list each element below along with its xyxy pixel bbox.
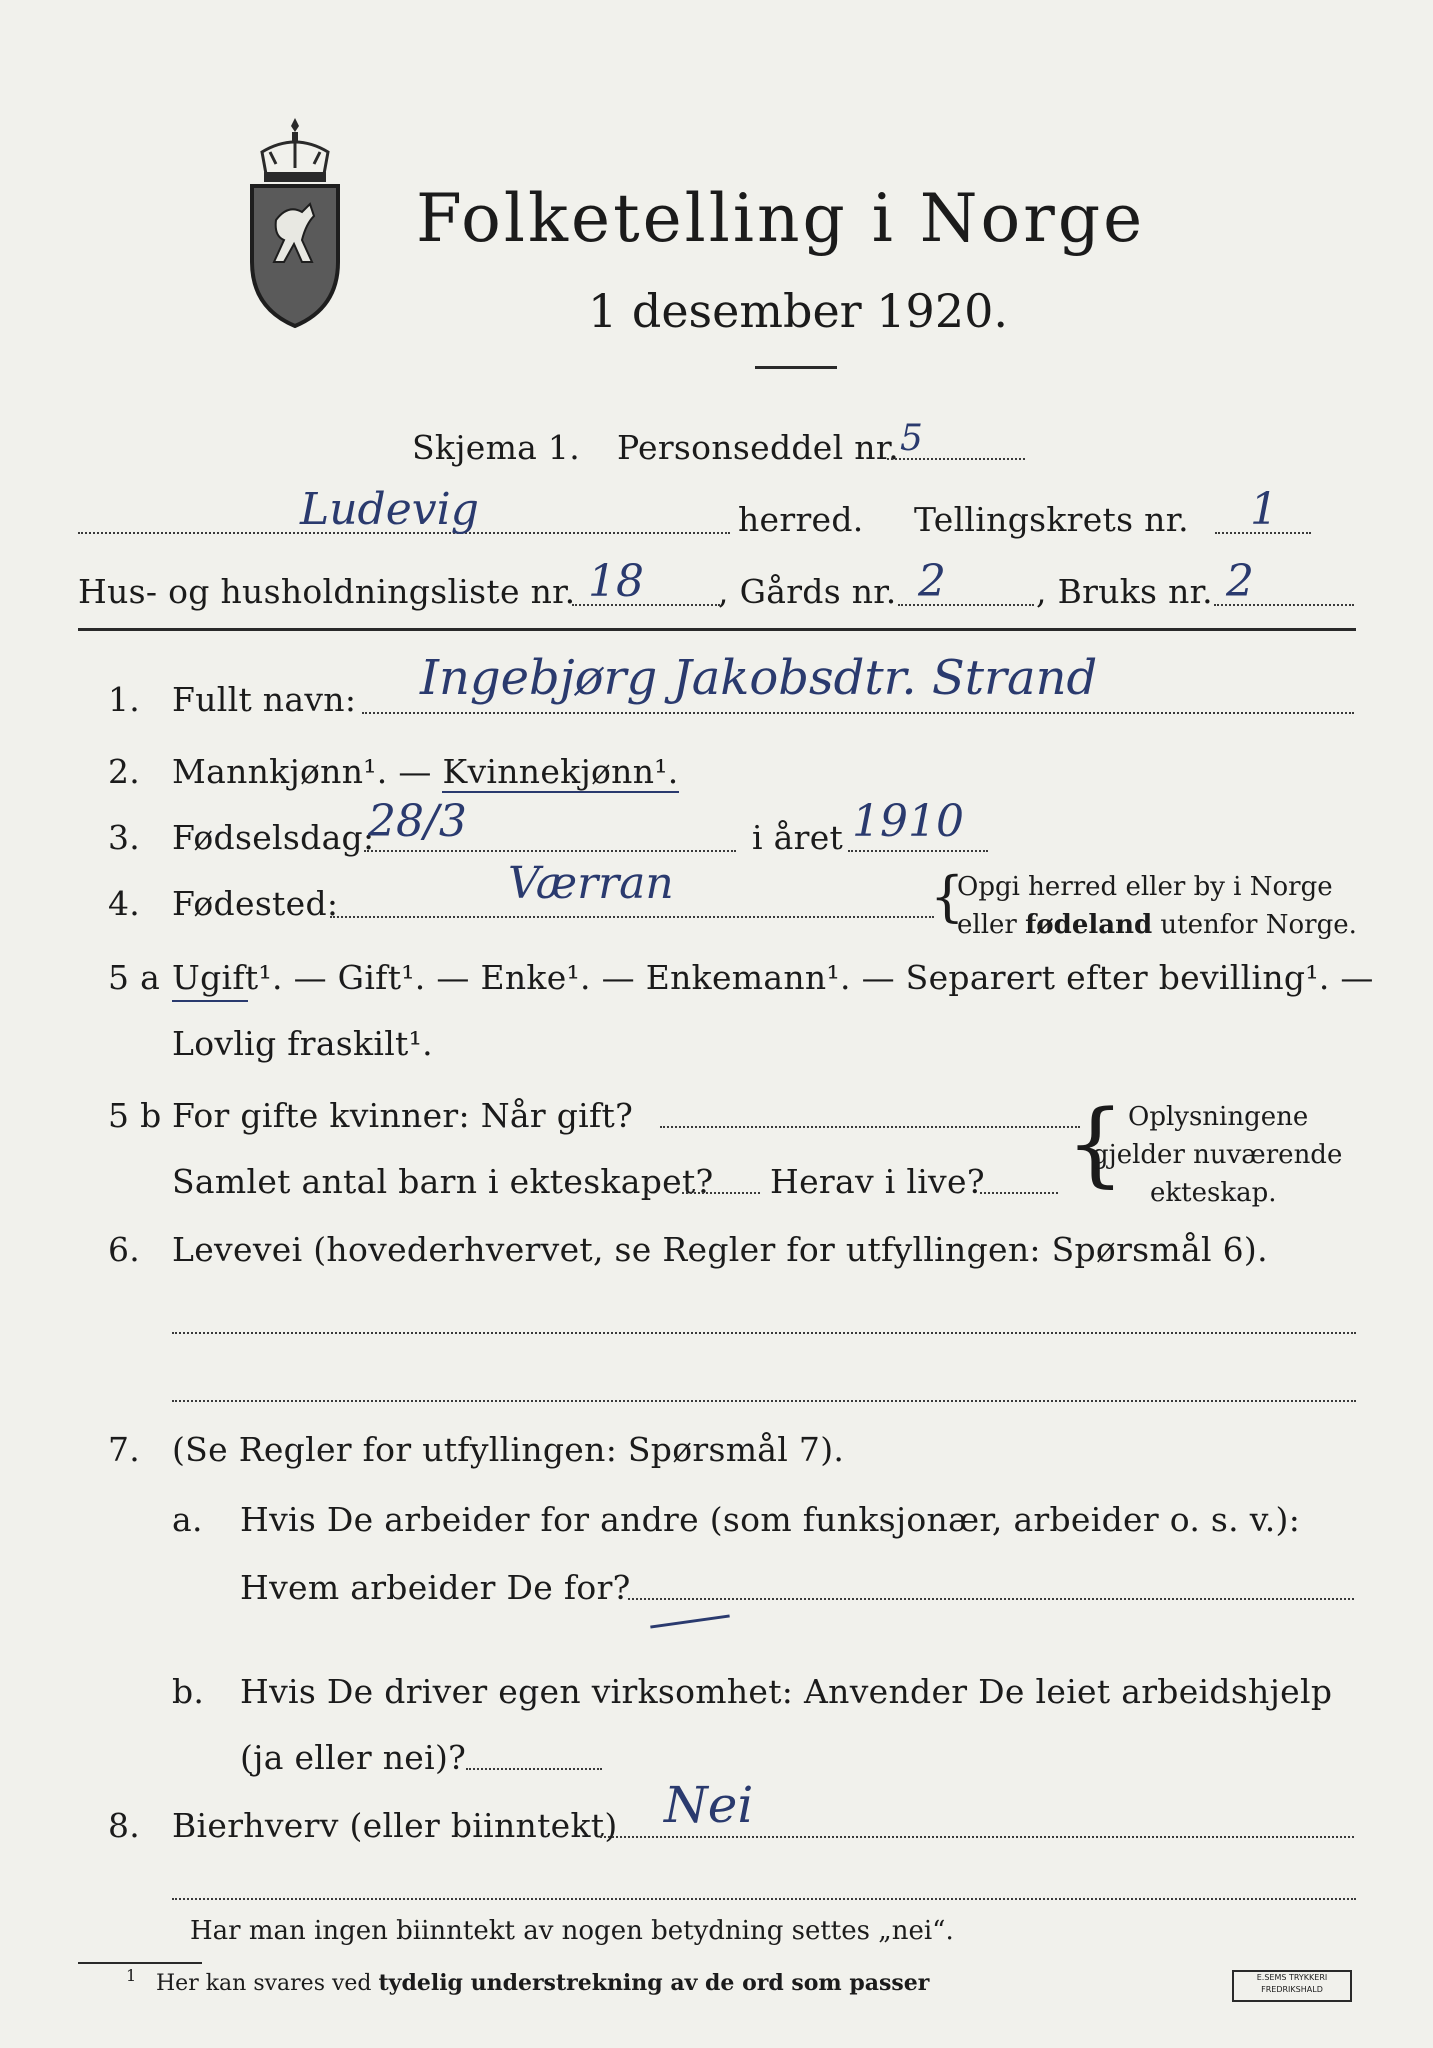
q7-number: 7. <box>108 1430 141 1469</box>
occupation-field-1[interactable] <box>172 1332 1356 1334</box>
q3-number: 3. <box>108 818 141 857</box>
q8-label: Bierhverv (eller biinntekt) <box>172 1806 618 1845</box>
birthday-value: 28/3 <box>368 796 467 847</box>
q3-label: Fødselsdag: <box>172 818 375 857</box>
printer-city: FREDRIKSHALD <box>1261 1985 1323 1994</box>
birthplace-value: Værran <box>508 858 674 909</box>
children-alive-field[interactable] <box>980 1192 1058 1194</box>
printer-name: E.SEMS TRYKKERI <box>1256 1973 1328 1982</box>
personseddel-label: Personseddel nr. <box>617 428 900 467</box>
side-income-field[interactable] <box>600 1836 1354 1838</box>
side-income-field-2[interactable] <box>172 1898 1356 1900</box>
q7a-line1: Hvis De arbeider for andre (som funksjonær, arbeider o. s. v.): <box>240 1500 1301 1539</box>
birth-year-field[interactable] <box>848 850 988 852</box>
personseddel-value: 5 <box>900 418 923 459</box>
hus-label: Hus- og husholdningsliste nr. <box>78 572 576 611</box>
printer-mark <box>1232 1970 1352 2002</box>
q6-label: Levevei (hovederhvervet, se Regler for utfyllingen: Spørsmål 6). <box>172 1230 1268 1269</box>
ugift-underline <box>172 1000 248 1002</box>
q6-number: 6. <box>108 1230 141 1269</box>
q7a-line2: Hvem arbeider De for? <box>240 1568 631 1607</box>
q5a-number: 5 a <box>108 958 161 997</box>
q7b-letter: b. <box>172 1672 205 1711</box>
q5b-number: 5 b <box>108 1096 162 1135</box>
q5b-brace: { <box>1066 1090 1125 1197</box>
q7a-letter: a. <box>172 1500 203 1539</box>
q4-note-line1: Opgi herred eller by i Norge <box>957 872 1333 902</box>
title-divider <box>755 366 837 369</box>
tellingskrets-value: 1 <box>1250 484 1278 535</box>
header-separator <box>78 628 1356 631</box>
gards-value: 2 <box>918 556 946 607</box>
bruks-label: , Bruks nr. <box>1036 572 1213 611</box>
q4-number: 4. <box>108 884 141 923</box>
marital-status-divorced[interactable]: Lovlig fraskilt¹. <box>172 1024 433 1063</box>
employer-field[interactable] <box>628 1598 1354 1600</box>
q5b-alive-label: Herav i live? <box>770 1162 985 1201</box>
q1-number: 1. <box>108 680 141 719</box>
hus-value: 18 <box>588 556 644 607</box>
employer-dash-mark <box>650 1614 730 1628</box>
married-when-field[interactable] <box>660 1126 1080 1128</box>
q4-note-line2: eller fødeland utenfor Norge. <box>957 910 1357 940</box>
bruks-value: 2 <box>1226 556 1254 607</box>
herred-label: herred. <box>738 500 864 539</box>
gards-label: , Gårds nr. <box>718 572 897 611</box>
q3-year-label: i året <box>752 818 844 857</box>
q5b-note-line3: ekteskap. <box>1150 1178 1277 1208</box>
coat-of-arms-icon <box>240 112 350 332</box>
full-name-value: Ingebjørg Jakobsdtr. Strand <box>420 650 1098 706</box>
footnote-rule <box>78 1962 202 1964</box>
footnote-marker: 1 <box>126 1966 137 1985</box>
occupation-field-2[interactable] <box>172 1400 1356 1402</box>
birth-year-value: 1910 <box>852 796 964 847</box>
tellingskrets-label: Tellingskrets nr. <box>914 500 1189 539</box>
birthplace-field[interactable] <box>330 916 934 918</box>
q8-note: Har man ingen biinntekt av nogen betydning settes „nei“. <box>190 1916 954 1946</box>
q1-label: Fullt navn: <box>172 680 357 719</box>
q2-female-option[interactable]: Kvinnekjønn¹. <box>442 752 679 791</box>
q2-number: 2. <box>108 752 141 791</box>
skjema-label: Skjema 1. <box>412 428 581 467</box>
q7b-line2: (ja eller nei)? <box>240 1738 467 1777</box>
birthday-field[interactable] <box>364 850 736 852</box>
full-name-field[interactable] <box>362 712 1354 714</box>
page-title: Folketelling i Norge <box>416 180 1146 257</box>
marital-status-options[interactable]: Ugift¹. — Gift¹. — Enke¹. — Enkemann¹. — Separert efter bevilling¹. — <box>172 958 1374 997</box>
q5b-note-line2: gjelder nuværende <box>1092 1140 1343 1170</box>
q7-label: (Se Regler for utfyllingen: Spørsmål 7). <box>172 1430 845 1469</box>
q8-number: 8. <box>108 1806 141 1845</box>
children-count-field[interactable] <box>682 1192 760 1194</box>
q5b-line2: Samlet antal barn i ekteskapet? <box>172 1162 714 1201</box>
herred-value: Ludevig <box>300 484 479 535</box>
q7b-line1: Hvis De driver egen virksomhet: Anvender De leiet arbeidshjelp <box>240 1672 1333 1711</box>
q4-brace: { <box>930 865 965 928</box>
census-date: 1 desember 1920. <box>588 284 1008 338</box>
side-income-value: Nei <box>664 1776 754 1834</box>
q4-label: Fødested: <box>172 884 339 923</box>
hired-help-field[interactable] <box>466 1768 602 1770</box>
q2-male-option[interactable]: Mannkjønn¹. — Kvinnekjønn¹. <box>172 752 679 791</box>
q5b-line1: For gifte kvinner: Når gift? <box>172 1096 634 1135</box>
q5b-note-line1: Oplysningene <box>1128 1102 1309 1132</box>
footnote-text: Her kan svares ved tydelig understrekning av de ord som passer <box>156 1970 930 1996</box>
